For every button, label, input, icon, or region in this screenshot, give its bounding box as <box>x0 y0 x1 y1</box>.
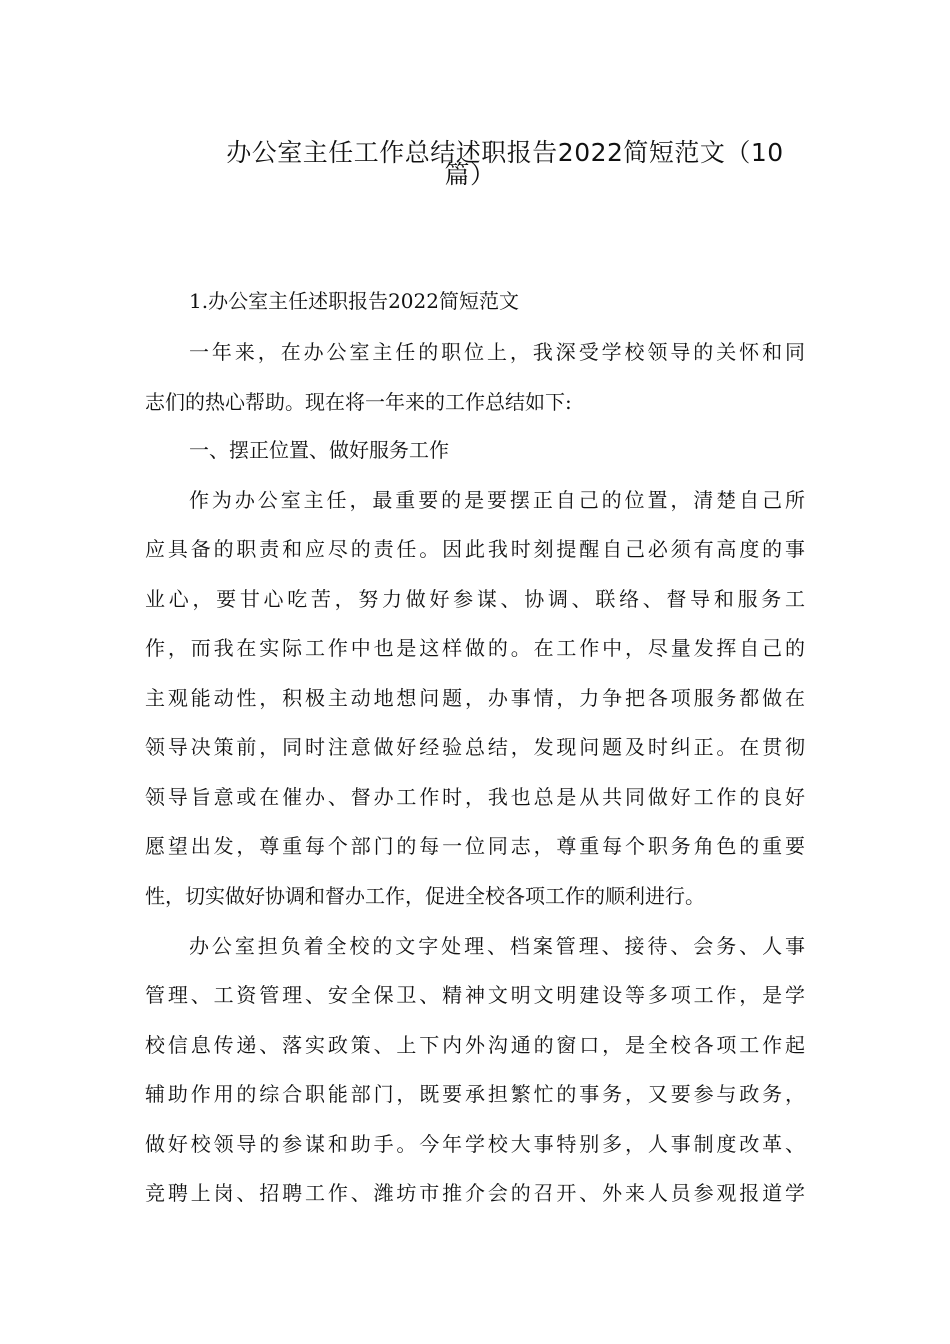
paragraph-line: 志们的热心帮助。现在将一年来的工作总结如下: <box>145 390 572 414</box>
paragraph-line: 校信息传递、落实政策、上下内外沟通的窗口，是全校各项工作起 <box>145 1033 805 1057</box>
document-title-line-2: 篇） <box>444 160 496 189</box>
paragraph-line: 一年来，在办公室主任的职位上，我深受学校领导的关怀和同 <box>189 340 805 364</box>
paragraph-line: 作为办公室主任，最重要的是要摆正自己的位置，清楚自己所 <box>189 488 805 512</box>
paragraph-line: 领导决策前，同时注意做好经验总结，发现问题及时纠正。在贯彻 <box>145 735 805 759</box>
paragraph-line: 辅助作用的综合职能部门，既要承担繁忙的事务，又要参与政务， <box>145 1082 805 1106</box>
paragraph-line: 性，切实做好协调和督办工作，促进全校各项工作的顺利进行。 <box>145 884 705 908</box>
subsection-heading: 一、摆正位置、做好服务工作 <box>189 438 449 462</box>
document-title-line-1: 办公室主任工作总结述职报告2022简短范文（10 <box>226 138 784 167</box>
section-heading: 1.办公室主任述职报告2022简短范文 <box>189 289 519 313</box>
paragraph-line: 竞聘上岗、招聘工作、潍坊市推介会的召开、外来人员参观报道学 <box>145 1181 805 1205</box>
paragraph-line: 领导旨意或在催办、督办工作时，我也总是从共同做好工作的良好 <box>145 785 805 809</box>
paragraph-line: 应具备的职责和应尽的责任。因此我时刻提醒自己必须有高度的事 <box>145 537 805 561</box>
paragraph-line: 作，而我在实际工作中也是这样做的。在工作中，尽量发挥自己的 <box>145 636 805 660</box>
paragraph-line: 主观能动性，积极主动地想问题，办事情，力争把各项服务都做在 <box>145 686 805 710</box>
paragraph-line: 管理、工资管理、安全保卫、精神文明文明建设等多项工作，是学 <box>145 983 805 1007</box>
paragraph-line: 愿望出发，尊重每个部门的每一位同志，尊重每个职务角色的重要 <box>145 834 805 858</box>
paragraph-line: 做好校领导的参谋和助手。今年学校大事特别多，人事制度改革、 <box>145 1132 805 1156</box>
paragraph-line: 办公室担负着全校的文字处理、档案管理、接待、会务、人事 <box>189 934 805 958</box>
paragraph-line: 业心，要甘心吃苦，努力做好参谋、协调、联络、督导和服务工 <box>145 587 805 611</box>
